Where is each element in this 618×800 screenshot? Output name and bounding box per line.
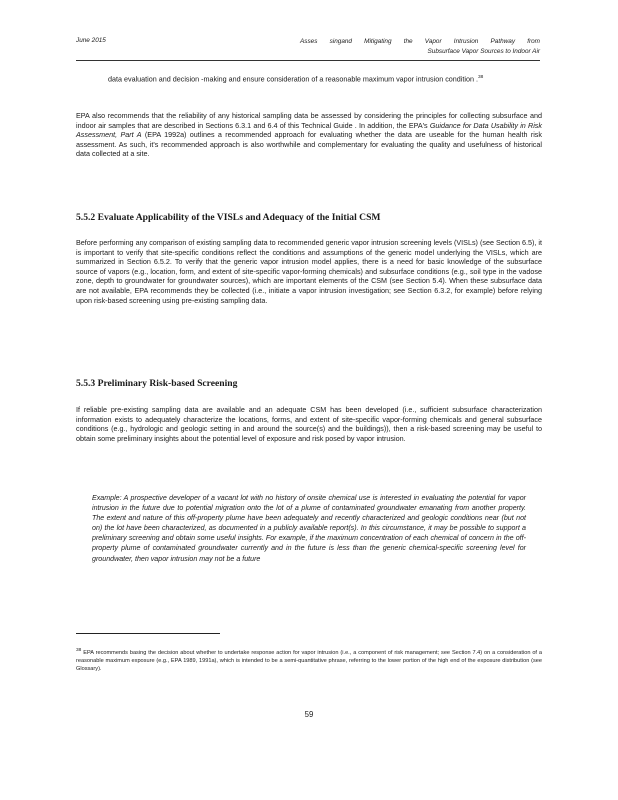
- header-rule: [76, 60, 540, 61]
- page-number: 59: [304, 710, 314, 719]
- paragraph-applicability: Before performing any comparison of existing sampling data to recommended generic vapor intrusion screening levels (VISLs) (see Section 6.5), it is important to verify that site-specific conditions reflect the conditions and assumptions of the generic model underlying the VISLs, which are summarized in Section 6.5.2. To verify that the generic vapor intrusion model applies, there is a need for basic knowledge of the subsurface source of vapors (e.g., location, form, and extent of site-specific vapor-forming chemicals) and subsurface conditions (e.g., soil type in the vadose zone, depth to groundwater for groundwater sources), which are important elements of the CSM (see Section 5.4). When these subsurface data are not available, EPA recommends they be collected (i.e., initiate a vapor intrusion investigation; see Section 6.3.2, for example) before relying upon risk-based screening using pre-existing sampling data.: [76, 238, 542, 305]
- section-heading-5-5-2: 5.5.2 Evaluate Applicability of the VISLs and Adequacy of the Initial CSM: [76, 212, 381, 223]
- guidance-title: Guidance for Data Usability in Risk Assessment, Part A: [76, 120, 542, 140]
- header-title-line1: Asses singand Mitigating the Vapor Intrusion Pathway from: [300, 38, 540, 45]
- footnote-rule: [76, 633, 220, 634]
- footnote-ref: 38: [477, 75, 484, 80]
- example-label: Example:: [92, 494, 122, 502]
- section-heading-5-5-3: 5.5.3 Preliminary Risk-based Screening: [76, 378, 238, 389]
- header-title-line2: Subsurface Vapor Sources to Indoor Air: [427, 47, 540, 55]
- paragraph-risk-screening: If reliable pre-existing sampling data are available and an adequate CSM has been developed (i.e., sufficient subsurface characterization information exists to adequately characterize the locations, forms, and extent of site-specific vapor-forming chemicals and general subsurface conditions (e.g., hydrologic and geologic setting in and around the source(s) and the buildings)), then a risk-based screening may be useful to obtain some preliminary insights about the potential level of exposure and risk posed by vapor intrusion.: [76, 405, 542, 443]
- footnote: $^{38}$ EPA recommends basing the decision about whether to undertake response action for vapor intrusion (i.e., a component of risk management; see Section 7.4) on a consideration of a reasonable maximum exposure (e.g., EPA 1989, 1991a), which is intended to be a semi-quantitative phrase, referring to the lower portion of the high end of the exposure distribution (see Glossary).: [76, 648, 542, 673]
- header-date: June 2015: [76, 37, 106, 44]
- header-title: [300, 37, 540, 56]
- intro-continuation: data evaluation and decision -making and ensure consideration of a reasonable maximum vapor intrusion condition .$^{38}$: [108, 74, 484, 84]
- footnote-number: 38: [76, 648, 82, 653]
- example-block: Example: A prospective developer of a vacant lot with no history of onsite chemical use is interested in evaluating the potential for vapor intrusion in the future due to potential migration onto the lot of a plume of contaminated groundwater emanating from another property. The extent and nature of this off-property plume have been adequately and recently characterized and geologic conditions near (but not on) the lot have been characterized, as documented in a publicly available report(s). In this circumstance, it may be possible to support a preliminary screening and obtain some useful insights. For example, if the maximum concentration of each chemical of concern in the off-property plume of contaminated groundwater currently and in the future is less than the generic chemical-specific screening level for groundwater, then vapor intrusion may not be a future: [92, 494, 526, 563]
- paragraph-historical-data: EPA also recommends that the reliability of any historical sampling data be assessed by considering the principles for collecting subsurface and indoor air samples that are described in Sections 6.3.1 and 6.4 of this Technical Guide . In addition, the EPA's Guidance for Data Usability in Risk Assessment, Part A (EPA 1992a) outlines a recommended approach for evaluating whether the data are useable for the human health risk assessment. As such, it's recommended approach is also worthwhile and complementary for evaluating the quality and usefulness of historical data collected at a site.: [76, 111, 542, 159]
